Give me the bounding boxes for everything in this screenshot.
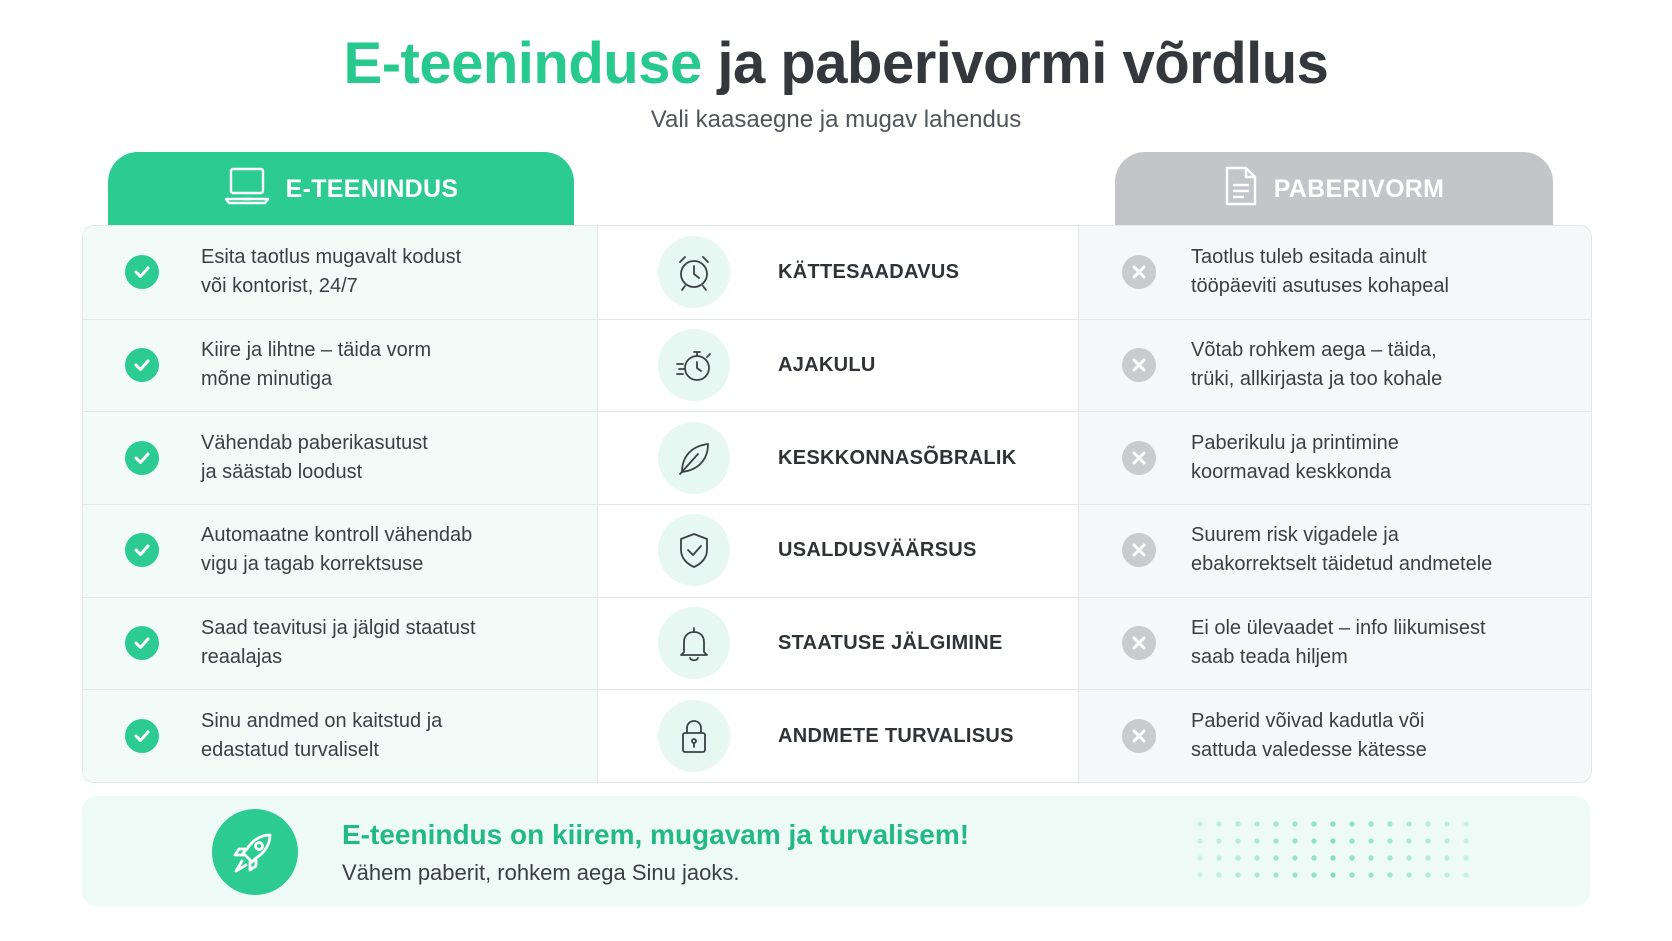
stopwatch-icon bbox=[658, 329, 730, 401]
comparison-table bbox=[82, 225, 1592, 783]
check-icon bbox=[125, 441, 159, 475]
decorative-dot bbox=[1216, 838, 1221, 843]
lock-icon bbox=[658, 700, 730, 772]
tab-paberivorm bbox=[1115, 152, 1553, 226]
decorative-dot bbox=[1311, 821, 1316, 826]
criterion-label: ANDMETE TURVALISUS bbox=[778, 724, 1014, 747]
decorative-dot bbox=[1406, 872, 1411, 877]
decorative-dot bbox=[1273, 855, 1278, 860]
laptop-icon bbox=[224, 166, 286, 213]
alarm-clock-icon bbox=[658, 236, 730, 308]
decorative-dot bbox=[1330, 872, 1335, 877]
eteenindus-benefit-text: Esita taotlus mugavalt kodust või kontorist, 24/7 bbox=[201, 246, 462, 298]
row-divider bbox=[83, 504, 1591, 505]
check-icon bbox=[125, 719, 159, 753]
decorative-dot bbox=[1254, 872, 1259, 877]
eteenindus-benefit-text: Kiire ja lihtne – täida vorm mõne minutiga bbox=[201, 339, 432, 390]
decorative-dot bbox=[1292, 855, 1297, 860]
cross-icon bbox=[1122, 348, 1156, 382]
decorative-dot bbox=[1425, 838, 1430, 843]
decorative-dot bbox=[1406, 821, 1411, 826]
decorative-dot bbox=[1349, 821, 1354, 826]
tab-eteenindus-label: E-TEENINDUS bbox=[285, 174, 459, 203]
decorative-dot bbox=[1273, 838, 1278, 843]
decorative-dot bbox=[1311, 838, 1316, 843]
row-divider bbox=[83, 597, 1591, 598]
decorative-dot bbox=[1349, 855, 1354, 860]
cross-icon bbox=[1122, 719, 1156, 753]
paberivorm-drawback-text: Ei ole ülevaadet – info liikumisest saab teada hiljem bbox=[1191, 617, 1486, 668]
decorative-dot bbox=[1425, 821, 1430, 826]
decorative-dot bbox=[1368, 821, 1373, 826]
cross-icon bbox=[1122, 441, 1156, 475]
decorative-dot bbox=[1387, 838, 1392, 843]
decorative-dot bbox=[1330, 855, 1335, 860]
page-subtitle: Vali kaasaegne ja mugav lahendus bbox=[650, 106, 1022, 133]
decorative-dot bbox=[1311, 872, 1316, 877]
decorative-dot bbox=[1368, 855, 1373, 860]
decorative-dot bbox=[1216, 872, 1221, 877]
eteenindus-benefit-text: Saad teavitusi ja jälgid staatust reaalajas bbox=[201, 617, 476, 668]
decorative-dot bbox=[1292, 872, 1297, 877]
decorative-dot bbox=[1292, 838, 1297, 843]
title-rest: ja paberivormi võrdlus bbox=[717, 31, 1329, 96]
paberivorm-drawback-text: Taotlus tuleb esitada ainult tööpäeviti asutuses kohapeal bbox=[1191, 246, 1449, 298]
cross-icon bbox=[1122, 626, 1156, 660]
page-title bbox=[0, 28, 1672, 100]
decorative-dot bbox=[1216, 821, 1221, 826]
check-icon bbox=[125, 626, 159, 660]
eteenindus-benefit-text: Vähendab paberikasutust ja säästab loodust bbox=[201, 431, 428, 483]
decorative-dot bbox=[1463, 838, 1468, 843]
paberivorm-drawback-text: Võtab rohkem aega – täida, trüki, allkirjasta ja too kohale bbox=[1191, 339, 1443, 390]
criterion-label: STAATUSE JÄLGIMINE bbox=[778, 632, 1003, 654]
row-divider bbox=[83, 411, 1591, 412]
paberivorm-drawback-text: Paberid võivad kadutla või sattuda valedesse kätesse bbox=[1191, 709, 1427, 761]
paberivorm-drawback-text: Suurem risk vigadele ja ebakorrektselt täidetud andmetele bbox=[1191, 524, 1493, 576]
title-accent: E-teeninduse bbox=[343, 31, 702, 96]
shield-check-icon bbox=[658, 514, 730, 586]
row-divider bbox=[83, 319, 1591, 320]
decorative-dot bbox=[1387, 855, 1392, 860]
decorative-dot bbox=[1197, 872, 1202, 877]
decorative-dot bbox=[1349, 872, 1354, 877]
decorative-dot bbox=[1254, 855, 1259, 860]
decorative-dot bbox=[1463, 821, 1468, 826]
decorative-dot bbox=[1406, 838, 1411, 843]
decorative-dot bbox=[1197, 821, 1202, 826]
decorative-dot bbox=[1197, 855, 1202, 860]
criterion-label: AJAKULU bbox=[778, 354, 876, 376]
paberivorm-drawback-text: Paberikulu ja printimine koormavad keskkonda bbox=[1191, 431, 1399, 483]
decorative-dot bbox=[1463, 872, 1468, 877]
eteenindus-benefit-text: Automaatne kontroll vähendab vigu ja tagab korrektsuse bbox=[201, 524, 473, 576]
banner-title: E-teenindus on kiirem, mugavam ja turvalisem! bbox=[342, 819, 970, 850]
tab-eteenindus bbox=[108, 152, 574, 226]
decorative-dot bbox=[1292, 821, 1297, 826]
leaf-icon bbox=[658, 422, 730, 494]
decorative-dot bbox=[1444, 872, 1449, 877]
decorative-dot bbox=[1235, 855, 1240, 860]
decorative-dot bbox=[1349, 838, 1354, 843]
rocket-icon bbox=[212, 809, 298, 895]
decorative-dot bbox=[1197, 838, 1202, 843]
decorative-dot bbox=[1235, 821, 1240, 826]
decorative-dot bbox=[1330, 838, 1335, 843]
decorative-dot bbox=[1311, 855, 1316, 860]
decorative-dot bbox=[1444, 855, 1449, 860]
decorative-dot bbox=[1368, 838, 1373, 843]
decorative-dot bbox=[1235, 872, 1240, 877]
decorative-dot bbox=[1387, 872, 1392, 877]
criterion-label: KESKKONNASÕBRALIK bbox=[778, 446, 1017, 469]
document-icon bbox=[1224, 165, 1274, 214]
banner-subtitle: Vähem paberit, rohkem aega Sinu jaoks. bbox=[342, 860, 740, 885]
bell-icon bbox=[658, 607, 730, 679]
decorative-dot bbox=[1216, 855, 1221, 860]
tab-paberivorm-label: PABERIVORM bbox=[1273, 174, 1445, 203]
criterion-label: KÄTTESAADAVUS bbox=[778, 261, 960, 284]
decorative-dot bbox=[1463, 855, 1468, 860]
decorative-dot bbox=[1444, 838, 1449, 843]
decorative-dot bbox=[1444, 821, 1449, 826]
decorative-dot bbox=[1254, 838, 1259, 843]
check-icon bbox=[125, 348, 159, 382]
decorative-dot bbox=[1330, 821, 1335, 826]
decorative-dot bbox=[1254, 821, 1259, 826]
summary-banner bbox=[82, 796, 1590, 906]
decorative-dot bbox=[1387, 821, 1392, 826]
decorative-dot bbox=[1368, 872, 1373, 877]
decorative-dot bbox=[1235, 838, 1240, 843]
decorative-dot bbox=[1406, 855, 1411, 860]
decorative-dot bbox=[1425, 855, 1430, 860]
criterion-label: USALDUSVÄÄRSUS bbox=[778, 539, 977, 562]
decorative-dot bbox=[1273, 872, 1278, 877]
decorative-dot bbox=[1425, 872, 1430, 877]
decorative-dot bbox=[1273, 821, 1278, 826]
dot-pattern bbox=[1192, 816, 1492, 886]
row-divider bbox=[83, 689, 1591, 690]
eteenindus-benefit-text: Sinu andmed on kaitstud ja edastatud turvaliselt bbox=[201, 709, 443, 761]
